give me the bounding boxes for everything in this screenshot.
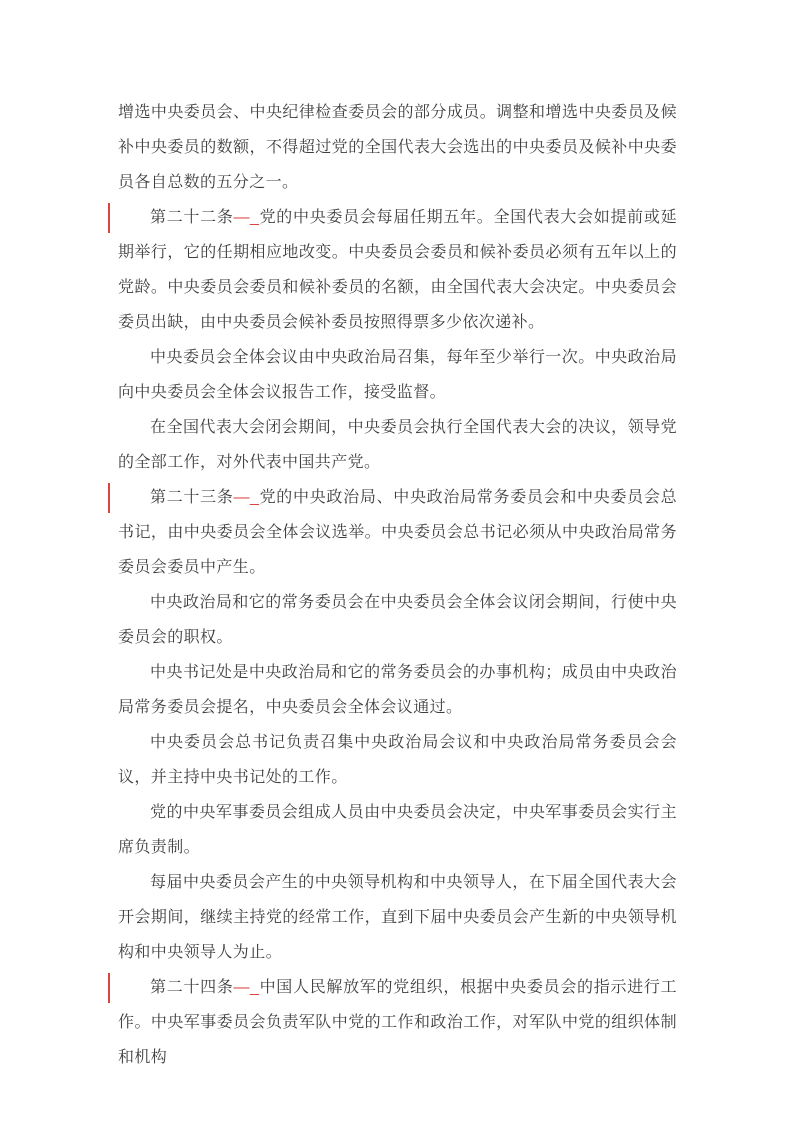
paragraph-text: 增选中央委员会、中央纪律检查委员会的部分成员。调整和增选中央委员及候补中央委员的数额，不得超过党的全国代表大会选出的中央委员及候补中央委员各自总数的五分之一。 — [118, 104, 677, 191]
paragraph — [118, 585, 677, 655]
paragraph-text: 中央书记处是中央政治局和它的常务委员会的办事机构；成员由中央政治局常务委员会提名，中央委员会全体会议通过。 — [118, 664, 677, 716]
revision-bar — [108, 973, 110, 1003]
article-label: 第二十二条 — [150, 209, 234, 226]
revision-underline-mark: _ — [249, 489, 260, 506]
revision-bar — [108, 483, 110, 513]
paragraph-text: 中国人民解放军的党组织，根据中央委员会的指示进行工作。中央军事委员会负责军队中党的工作和政治工作，对军队中党的组织体制和机构 — [118, 979, 677, 1066]
paragraph — [118, 655, 677, 725]
revision-dash-mark: — — [233, 489, 250, 506]
revision-bar — [108, 203, 110, 233]
paragraph — [118, 725, 677, 795]
paragraph-text: 党的中央军事委员会组成人员由中央委员会决定，中央军事委员会实行主席负责制。 — [118, 804, 677, 856]
paragraph-text: 每届中央委员会产生的中央领导机构和中央领导人，在下届全国代表大会开会期间，继续主持党的经常工作，直到下届中央委员会产生新的中央领导机构和中央领导人为止。 — [118, 874, 677, 961]
article-label: 第二十四条 — [150, 979, 234, 996]
paragraph — [118, 95, 677, 200]
paragraph — [118, 340, 677, 410]
paragraph — [118, 795, 677, 865]
paragraph-text: 中央委员会全体会议由中央政治局召集，每年至少举行一次。中央政治局向中央委员会全体会议报告工作，接受监督。 — [118, 349, 677, 401]
paragraph-article-22 — [118, 200, 677, 340]
paragraph-text: 中央委员会总书记负责召集中央政治局会议和中央政治局常务委员会会议，并主持中央书记处的工作。 — [118, 734, 677, 786]
revision-underline-mark: _ — [249, 979, 260, 996]
paragraph-article-24 — [118, 970, 677, 1075]
paragraph-text: 党的中央政治局、中央政治局常务委员会和中央委员会总书记，由中央委员会全体会议选举。中央委员会总书记必须从中央政治局常务委员会委员中产生。 — [118, 489, 677, 576]
paragraph-text: 党的中央委员会每届任期五年。全国代表大会如提前或延期举行，它的任期相应地改变。中央委员会委员和候补委员必须有五年以上的党龄。中央委员会委员和候补委员的名额，由全国代表大会决定。中央委员会委员出缺，由中央委员会候补委员按照得票多少依次递补。 — [118, 209, 677, 331]
revision-dash-mark: — — [233, 979, 250, 996]
paragraph — [118, 410, 677, 480]
paragraph-text: 在全国代表大会闭会期间，中央委员会执行全国代表大会的决议，领导党的全部工作，对外代表中国共产党。 — [118, 419, 677, 471]
document-content — [118, 95, 677, 1075]
revision-dash-mark: — — [233, 209, 250, 226]
paragraph-text: 中央政治局和它的常务委员会在中央委员会全体会议闭会期间，行使中央委员会的职权。 — [118, 594, 677, 646]
paragraph-article-23 — [118, 480, 677, 585]
article-label: 第二十三条 — [150, 489, 234, 506]
revision-underline-mark: _ — [249, 209, 260, 226]
paragraph — [118, 865, 677, 970]
